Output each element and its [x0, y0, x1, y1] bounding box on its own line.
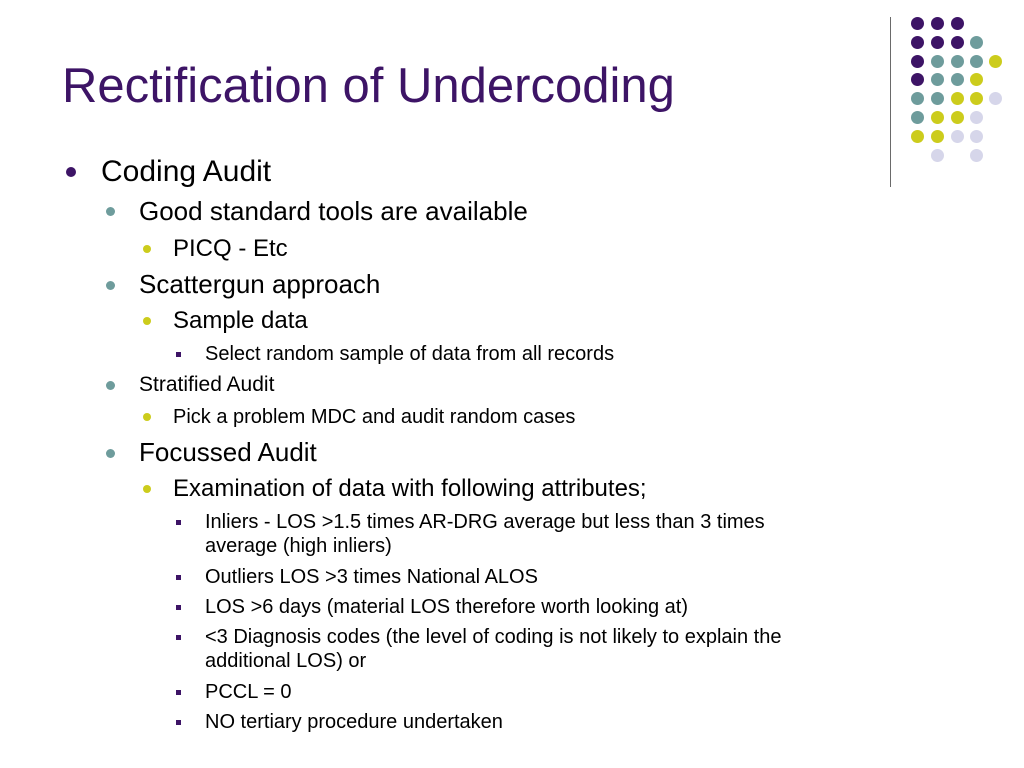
bullet-dot-icon: [143, 245, 151, 253]
bullet-dot-icon: [143, 317, 151, 325]
decor-dot: [951, 130, 964, 143]
bullet-level4-continuation: average (high inliers): [205, 535, 392, 557]
decor-dot: [911, 73, 924, 86]
bullet-level3: Pick a problem MDC and audit random cases: [173, 406, 576, 428]
bullet-level4: LOS >6 days (material LOS therefore worth looking at): [205, 596, 689, 618]
bullet-dot-icon: [106, 381, 115, 390]
decor-dot: [911, 92, 924, 105]
decor-dot: [989, 92, 1002, 105]
bullet-level3: Examination of data with following attributes;: [173, 475, 647, 502]
bullet-dot-icon: [106, 207, 115, 216]
decor-dot: [931, 149, 944, 162]
bullet-level1: Coding Audit: [101, 155, 272, 188]
decor-dot: [970, 111, 983, 124]
decor-dot: [931, 111, 944, 124]
decor-dot: [911, 130, 924, 143]
decor-dot: [911, 17, 924, 30]
decor-dot: [931, 130, 944, 143]
bullet-level4: Outliers LOS >3 times National ALOS: [205, 566, 538, 588]
decor-dot: [970, 73, 983, 86]
decor-dot: [951, 111, 964, 124]
decor-dot: [931, 73, 944, 86]
decor-dot: [951, 36, 964, 49]
decor-dot: [951, 17, 964, 30]
bullet-level4: NO tertiary procedure undertaken: [205, 711, 503, 733]
bullet-level2: Scattergun approach: [139, 269, 381, 299]
bullet-level4: Select random sample of data from all records: [205, 343, 615, 365]
decor-dot: [970, 149, 983, 162]
slide-title: Rectification of Undercoding: [62, 59, 675, 113]
bullet-dot-icon: [106, 281, 115, 290]
decor-dot: [911, 111, 924, 124]
vertical-divider: [890, 17, 891, 187]
bullet-level2: Good standard tools are available: [139, 196, 528, 226]
decor-dot: [931, 36, 944, 49]
decor-dot: [970, 130, 983, 143]
decor-dot: [931, 55, 944, 68]
bullet-level2: Stratified Audit: [139, 373, 275, 396]
decor-dot: [911, 55, 924, 68]
decor-dot: [970, 55, 983, 68]
bullet-dot-icon: [143, 413, 151, 421]
bullet-level2: Focussed Audit: [139, 437, 317, 467]
decor-dot: [951, 55, 964, 68]
bullet-square-icon: [176, 520, 181, 525]
bullet-square-icon: [176, 635, 181, 640]
bullet-square-icon: [176, 575, 181, 580]
bullet-level3: Sample data: [173, 307, 308, 334]
bullet-square-icon: [176, 352, 181, 357]
decor-dot: [970, 92, 983, 105]
bullet-square-icon: [176, 720, 181, 725]
bullet-level4: PCCL = 0: [205, 681, 292, 703]
bullet-level4: Inliers - LOS >1.5 times AR-DRG average but less than 3 times: [205, 511, 765, 533]
bullet-level3: PICQ - Etc: [173, 235, 288, 262]
bullet-level4-continuation: additional LOS) or: [205, 650, 367, 672]
decor-dot: [951, 73, 964, 86]
bullet-level4: <3 Diagnosis codes (the level of coding is not likely to explain the: [205, 626, 782, 648]
bullet-dot-icon: [66, 167, 76, 177]
decor-dot: [931, 17, 944, 30]
bullet-dot-icon: [106, 449, 115, 458]
decor-dot: [970, 36, 983, 49]
decor-dot: [951, 92, 964, 105]
decor-dot: [989, 55, 1002, 68]
decor-dot: [931, 92, 944, 105]
bullet-square-icon: [176, 605, 181, 610]
bullet-dot-icon: [143, 485, 151, 493]
decor-dot: [911, 36, 924, 49]
bullet-square-icon: [176, 690, 181, 695]
